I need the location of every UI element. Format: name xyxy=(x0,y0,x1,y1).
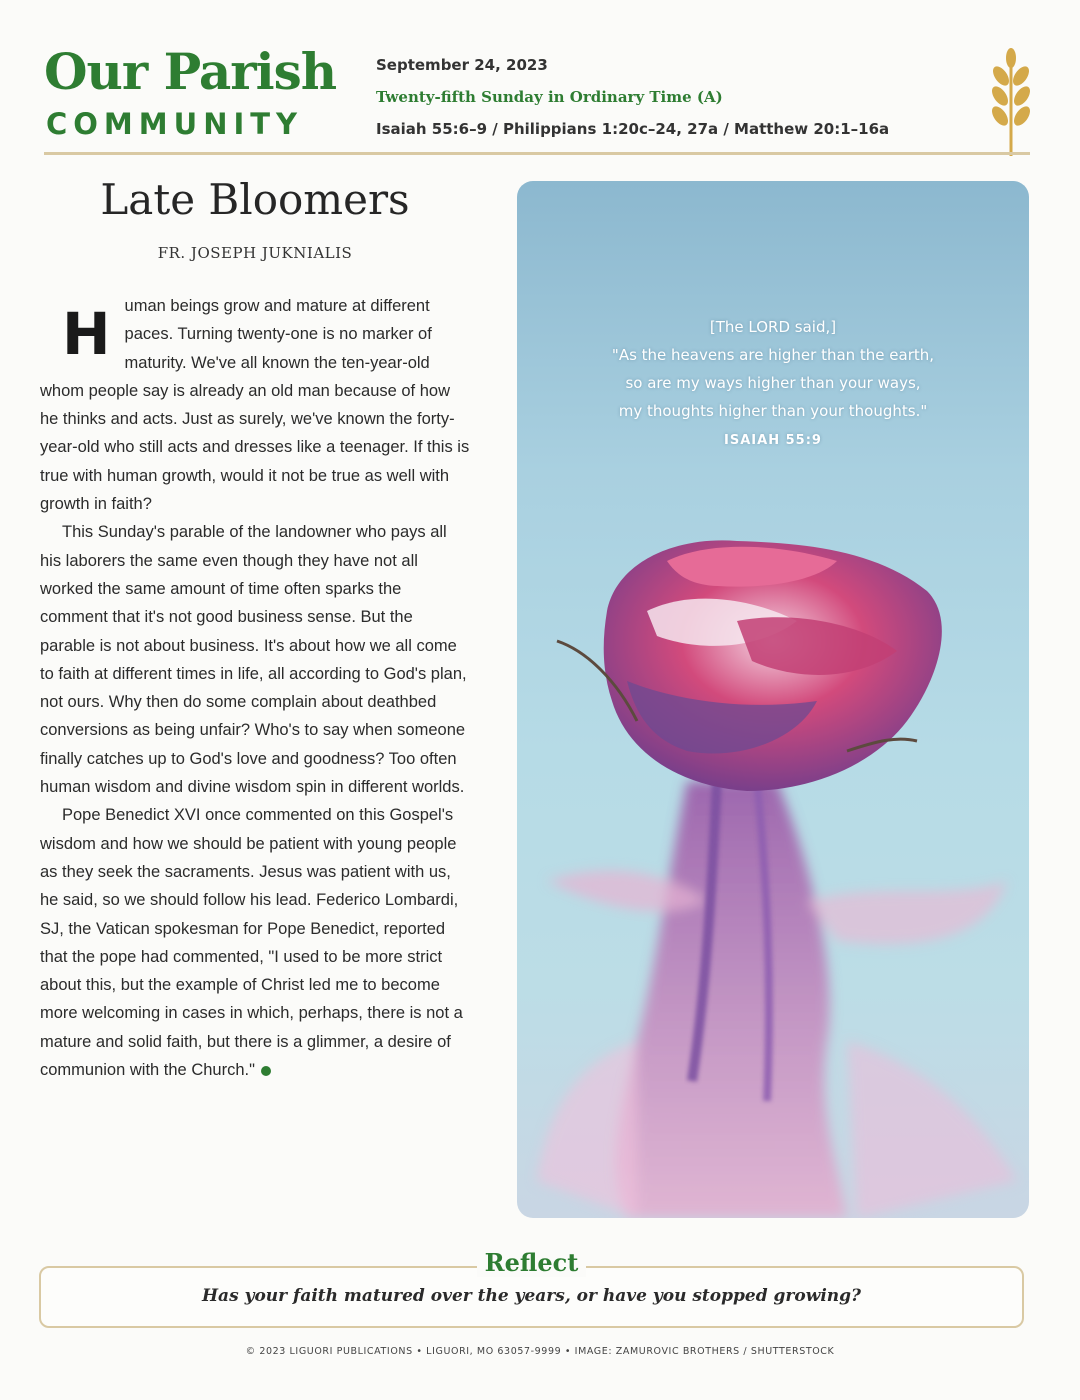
logo-our-parish: Our Parish xyxy=(44,42,337,101)
copyright-footer: © 2023 LIGUORI PUBLICATIONS • LIGUORI, MO 63057-9999 • IMAGE: ZAMUROVIC BROTHERS / SHUTTERSTOCK xyxy=(245,1346,835,1357)
liturgical-sunday: Twenty-fifth Sunday in Ordinary Time (A) xyxy=(376,88,723,106)
quote-line-4: my thoughts higher than your thoughts." xyxy=(618,402,928,420)
article-paragraph-2: This Sunday's parable of the landowner who pays all his laborers the same even though they have not all worked the same amount of time often sparks the comment that it's not good business sense. But the parable is not about business. It's about how we all come to faith at different times in life, all according to God's plan, not ours. Why then do some complain about deathbed conversions as being unfair? Who's to say when someone finally catches up to God's love and goodness? Too often human wisdom and divine wisdom spin in different worlds. xyxy=(40,523,467,797)
reflect-question: Has your faith matured over the years, or have you stopped growing? xyxy=(202,1286,861,1306)
scripture-quote xyxy=(517,313,1029,455)
scripture-readings: Isaiah 55:6–9 / Philippians 1:20c–24, 27a / Matthew 20:1–16a xyxy=(376,120,890,138)
rose-image-panel xyxy=(517,181,1029,1218)
article-body xyxy=(40,292,472,1084)
quote-citation: ISAIAH 55:9 xyxy=(724,433,822,448)
wheat-icon xyxy=(986,46,1036,156)
drop-cap: H xyxy=(62,300,111,368)
end-mark-icon xyxy=(261,1066,271,1076)
masthead-divider xyxy=(44,152,1030,155)
logo-community: COMMUNITY xyxy=(46,107,304,141)
reflect-heading: Reflect xyxy=(41,1248,1022,1277)
masthead xyxy=(44,40,1036,154)
article-paragraph-3: Pope Benedict XVI once commented on this Gospel's wisdom and how we should be patient with young people as they seek the sacraments. Jesus was patient with us, he said, so we should follow his lead. Federico Lombardi, SJ, the Vatican spokesman for Pope Benedict, reported that the pope had commented, "I used to be more strict about this, but the example of Christ led me to become more welcoming in cases in which, perhaps, there is not a mature and solid faith, but there is a glimmer, a desire of communion with the Church." xyxy=(40,806,463,1080)
issue-date: September 24, 2023 xyxy=(376,56,548,74)
article-paragraph-1: Human beings grow and mature at different paces. Turning twenty-one is no marker of maturity. We've all known the ten-year-old whom people say is already an old man because of how he thinks and acts. Just as surely, we've known the forty-year-old who still acts and dresses like a teenager. If this is true with human growth, would it not be true as well with growth in faith? xyxy=(40,297,470,514)
article-byline: FR. JOSEPH JUKNIALIS xyxy=(157,244,353,262)
quote-line-1: [The LORD said,] xyxy=(709,318,837,336)
reflect-box xyxy=(39,1248,1024,1328)
quote-line-2: "As the heavens are higher than the earth, xyxy=(611,346,935,364)
quote-line-3: so are my ways higher than your ways, xyxy=(625,374,921,392)
article-title: Late Bloomers xyxy=(100,175,410,224)
